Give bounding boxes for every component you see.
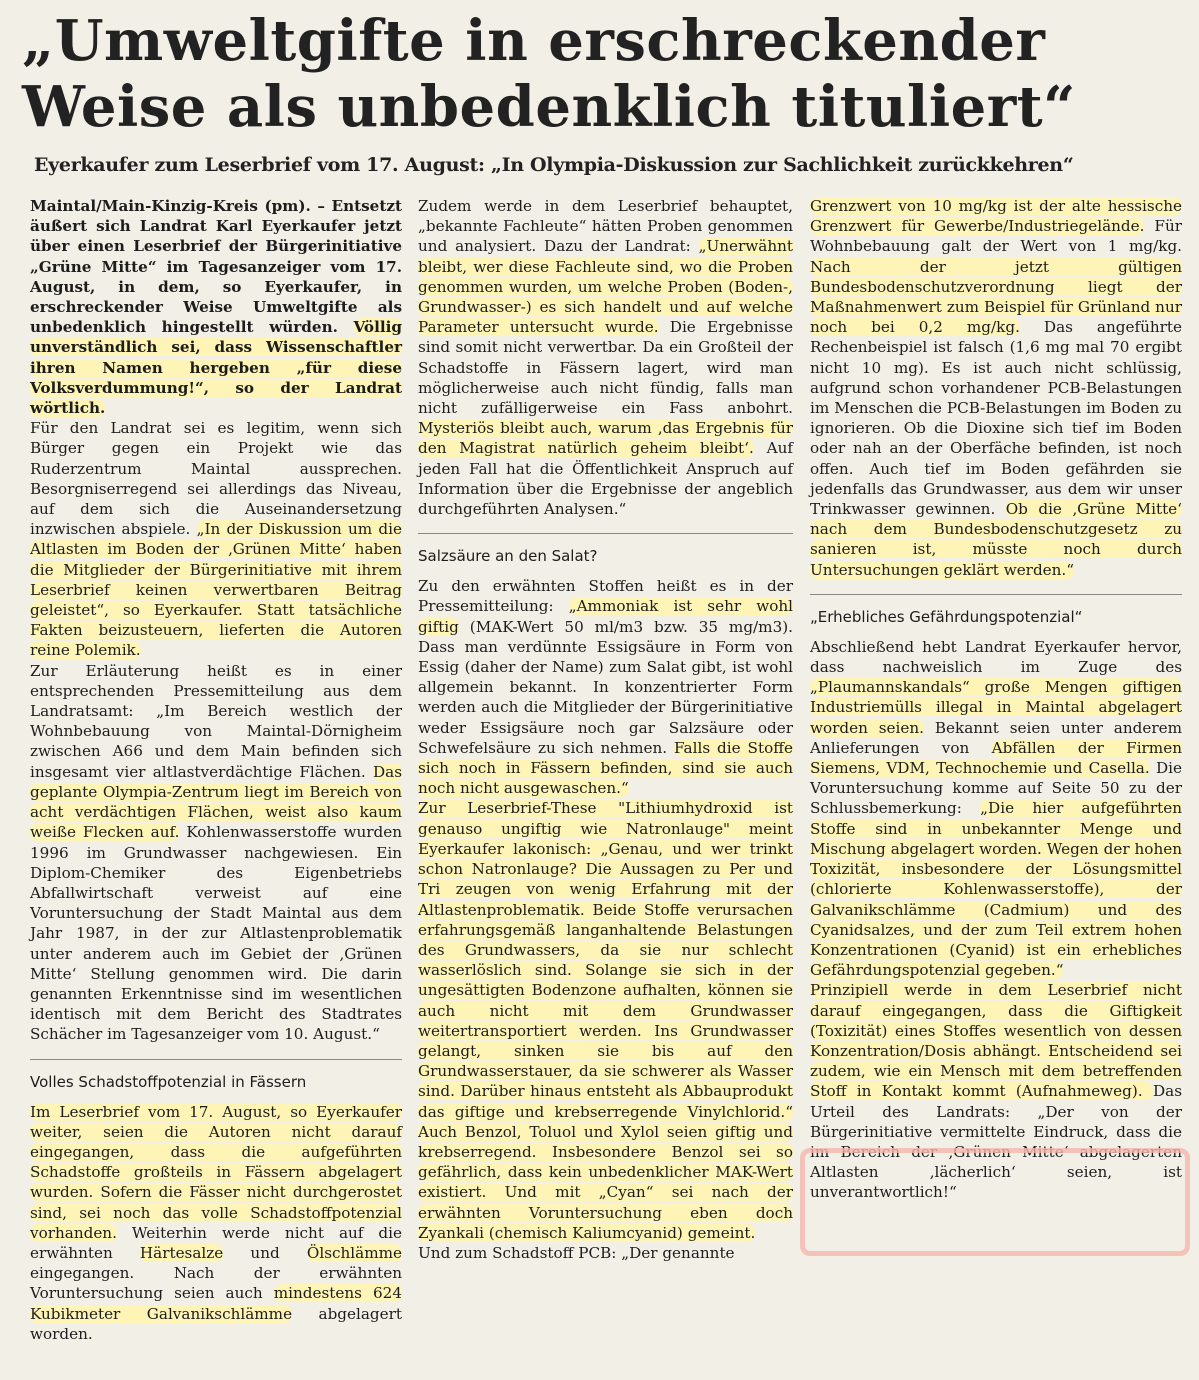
column-2 xyxy=(418,196,793,1263)
paragraph xyxy=(30,661,402,1045)
paragraph xyxy=(810,196,1182,580)
highlighted-text: Völlig unverständlich sei, dass Wissenschaftler ihren Namen hergeben „für diese Volksverdummung!“, so der Landrat wörtlich. xyxy=(30,318,402,418)
highlighted-text: „Ammoniak ist sehr wohl giftig xyxy=(418,597,793,636)
paragraph xyxy=(418,1243,793,1263)
body-text: Auf jeden Fall hat die Öffentlichkeit Anspruch auf Information über die Ergebnisse der angeblich durchgeführten Analysen.“ xyxy=(418,439,793,519)
highlighted-text: Härtesalze xyxy=(139,1243,224,1262)
highlighted-text: Nach der jetzt gültigen Bundesbodenschutzverordnung liegt der Maßnahmenwert zum Beispiel für Grünland nur noch bei 0,2 mg/kg. xyxy=(810,257,1182,337)
body-text: Kohlenwasserstoffe wurden 1996 im Grundwasser nachgewiesen. Ein Diplom-Chemiker des Eigenbetriebs Abfallwirtschaft verweist auf eine Voruntersuchung der Stadt Maintal aus dem Jahr 1987, in der zur Altlastenproblematik unter anderem auch im Gebiet der ‚Grünen Mitte‘ Stellung genommen wird. Die darin genannten Erkenntnisse sind im wesentlichen identisch mit dem Bericht des Stadtrates Schächer im Tagesanzeiger vom 10. August.“ xyxy=(30,823,402,1044)
paragraph xyxy=(418,196,793,519)
highlighted-text: Falls die Stoffe sich noch in Fässern befinden, sind sie auch noch nicht ausgewaschen.“ xyxy=(418,738,793,798)
column-1 xyxy=(30,196,402,1344)
body-text: Zur Erläuterung heißt es in einer entsprechenden Pressemitteilung aus dem Landratsamt: „Im Bereich westlich der Wohnbebauung von Maintal-Dörnigheim zwischen A66 und dem Main befinden sich insgesamt vier altlastverdächtige Flächen. xyxy=(30,661,402,781)
body-text: Die Ergebnisse sind somit nicht verwertbar. Da ein Großteil der Schadstoffe in Fässern lagert, wird man möglicherweise auch nicht fündig, falls man nicht zufälligerweise ein Fass anbohrt. xyxy=(418,318,793,418)
body-text: eingegangen. Nach der erwähnten Voruntersuchung seien auch xyxy=(30,1264,402,1303)
highlighted-text: Mysteriös bleibt auch, warum ‚das Ergebnis für den Magistrat natürlich geheim bleibt‘. xyxy=(418,419,793,458)
highlighted-text: Ölschlämme xyxy=(306,1243,402,1262)
body-text: Zudem werde in dem Leserbrief behauptet, „bekannte Fachleute“ hätten Proben genommen und analysiert. Dazu der Landrat: xyxy=(418,197,793,256)
lead-paragraph xyxy=(30,196,402,418)
highlighted-text: Grenzwert von 10 mg/kg ist der alte hessische Grenzwert für Gewerbe/Industriegelände. xyxy=(810,197,1182,236)
paragraph xyxy=(30,418,402,660)
body-text: (MAK-Wert 50 ml/m3 bzw. 35 mg/m3). Dass man verdünnte Essigsäure in Form von Essig (daher der Name) zum Salat gibt, ist wohl allgemein bekannt. In konzentrierter Form werden auch die Mitglieder der Bürgerinitiative weder Essigsäure noch gar Salzsäure oder Schwefelsäure zu sich nehmen. xyxy=(418,617,793,757)
highlighted-text: mindestens 624 Kubikmeter Galvanikschlämme xyxy=(30,1284,402,1323)
highlighted-text: „In der Diskussion um die Altlasten im Boden der ‚Grünen Mitte‘ haben die Mitglieder der Bürgerinitiative mit ihrem Leserbrief keinen verwertbaren Beitrag geleistet“, so Eyerkaufer. Statt tatsächliche Fakten beizusteuern, lieferten die Autoren reine Polemik. xyxy=(30,520,402,660)
subheadline: Eyerkaufer zum Leserbrief vom 17. August: „In Olympia-Diskussion zur Sachlichkeit zurückkehren“ xyxy=(34,154,1074,176)
highlighted-text: Abfällen der Firmen Siemens, VDM, Technochemie und Casella. xyxy=(810,738,1182,778)
column-3 xyxy=(810,196,1182,1203)
body-text: Das Urteil des Landrats: „Der von der Bürgerinitiative vermittelte Eindruck, dass die im Bereich der ‚Grünen Mitte‘ abgelagerten Altlasten ‚lächerlich‘ seien, ist unverantwortlich!“ xyxy=(810,1082,1182,1202)
body-text: Abschließend hebt Landrat Eyerkaufer hervor, dass nachweislich im Zuge des xyxy=(810,637,1182,677)
headline-line-1: „Umweltgifte in erschreckender xyxy=(22,8,1046,74)
body-text: Für den Landrat sei es legitim, wenn sich Bürger gegen ein Projekt wie das Ruderzentrum Maintal aussprechen. Besorgniserregend sei allerdings das Niveau, auf dem sich die Auseinandersetzung inzwischen abspiele. xyxy=(30,419,402,539)
highlighted-text: „Unerwähnt bleibt, wer diese Fachleute sind, wo die Proben genommen wurden, um welche Proben (Boden-, Grundwasser-) es sich handelt und auf welche Parameter untersucht wurde. xyxy=(418,237,793,337)
highlighted-text: Ob die ‚Grüne Mitte‘ nach dem Bundesbodenschutzgesetz zu sanieren ist, müsste noch durch Untersuchungen geklärt werden.“ xyxy=(810,500,1182,579)
highlighted-text: Das geplante Olympia-Zentrum liegt im Bereich von acht verdächtigen Flächen, weist also kaum weiße Flecken auf. xyxy=(30,762,402,842)
body-text: Weiterhin werde nicht auf die erwähnten xyxy=(30,1223,402,1262)
highlighted-text: Im Leserbrief vom 17. August, so Eyerkaufer weiter, seien die Autoren nicht darauf eingegangen, dass die aufgeführten Schadstoffe großteils in Fässern abgelagert wurden. Sofern die Fässer nicht durchgerostet sind, sei noch das volle Schadstoffpotenzial vorhanden. xyxy=(30,1102,402,1242)
paragraph xyxy=(810,637,1182,980)
red-highlight-frame xyxy=(800,1148,1190,1256)
body-text: Das angeführte Rechenbeispiel ist falsch (1,6 mg mal 70 ergibt nicht 10 mg). Es ist auch nicht schlüssig, aufgrund schon vorhandener PCB-Belastungen im Menschen die PCB-Belastungen im Boden zu ignorieren. Ob die Dioxine sich tief im Boden oder nah an der Oberfäche befinden, ist noch offen. Auch tief im Boden gefährden sie jedenfalls das Grundwasser, aus dem wir unser Trinkwasser gewinnen. xyxy=(810,318,1182,519)
highlighted-text: „Die hier aufgeführten Stoffe sind in unbekannter Menge und Mischung abgelagert worden. Wegen der hohen Toxizität, insbesondere der Lösungsmittel (chlorierte Kohlenwasserstoffe), der Galvanikschlämme (Cadmium) und des Cyanidsalzes, und der zum Teil extrem hohen Konzentrationen (Cyanid) ist ein erhebliches Gefährdungspotenzial gegeben.“ xyxy=(810,799,1182,980)
section-heading: Volles Schadstoffpotenzial in Fässern xyxy=(30,1059,402,1092)
headline-line-2: Weise als unbedenklich tituliert“ xyxy=(22,74,1076,140)
paragraph xyxy=(30,1102,402,1344)
body-text: Bekannt seien unter anderem Anlieferungen von xyxy=(810,718,1182,757)
body-text: Zu den erwähnten Stoffen heißt es in der Pressemitteilung: xyxy=(418,577,793,616)
highlighted-text: Zur Leserbrief-These "Lithiumhydroxid ist genauso ungiftig wie Natronlauge" meint Eyerkaufer lakonisch: „Genau, und wer trinkt schon Natronlauge? Die Aussagen zu Per und Tri zeugen von wenig Erfahrung mit der Altlastenproblematik. Beide Stoffe verursachen erfahrungsgemäß langanhaltende Belastungen des Grundwassers, da sie nur schlecht wasserlöslich sind. Solange sie sich in der ungesättigten Bodenzone aufhalten, können sie auch nicht mit dem Grundwasser weitertransportiert werden. Ins Grundwasser gelangt, sinken sie bis auf den Grundwasserstauer, da sie schwerer als Wasser sind. Darüber hinaus entsteht als Abbauprodukt das giftige und krebserregende Vinylchlorid.“ Auch Benzol, Toluol und Xylol seien giftig und krebserregend. Insbesondere Benzol sei so gefährlich, dass kein unbedenklicher MAK-Wert existiert. Und mit „Cyan“ sei nach der erwähnten Voruntersuchung eben doch Zyankali (chemisch Kaliumcyanid) gemeint. xyxy=(418,799,793,1242)
paragraph xyxy=(418,798,793,1242)
highlighted-text: „Plaumannskandals“ große Mengen giftigen Industriemülls illegal in Maintal abgelagert worden seien. xyxy=(810,678,1182,737)
highlighted-text: Prinzipiell werde in dem Leserbrief nicht darauf eingegangen, dass die Giftigkeit (Toxizität) eines Stoffes wesentlich von dessen Konzentration/Dosis abhängt. Entscheidend sei zudem, wie ein Mensch mit dem betreffenden Stoff in Kontakt kommt (Aufnahmeweg). xyxy=(810,981,1182,1101)
body-text: Für Wohnbebauung galt der Wert von 1 mg/kg. xyxy=(810,217,1182,256)
body-text: Und zum Schadstoff PCB: „Der genannte xyxy=(418,1243,735,1262)
body-text: abgelagert worden. xyxy=(30,1304,402,1343)
body-text: Die Voruntersuchung komme auf Seite 50 zu der Schlussbemerkung: xyxy=(810,759,1182,818)
body-text: und xyxy=(223,1243,307,1262)
lead-text: Maintal/Main-Kinzig-Kreis (pm). – Entsetzt äußert sich Landrat Karl Eyerkaufer jetzt über einen Leserbrief der Bürgerinitiative „Grüne Mitte“ im Tagesanzeiger vom 17. August, in dem, so Eyerkaufer, in erschreckender Weise Umweltgifte als unbedenklich hingestellt würden. xyxy=(30,197,402,337)
section-heading: „Erhebliches Gefährdungspotenzial“ xyxy=(810,594,1182,627)
paragraph xyxy=(418,576,793,798)
headline xyxy=(22,8,1182,140)
section-heading: Salzsäure an den Salat? xyxy=(418,533,793,566)
